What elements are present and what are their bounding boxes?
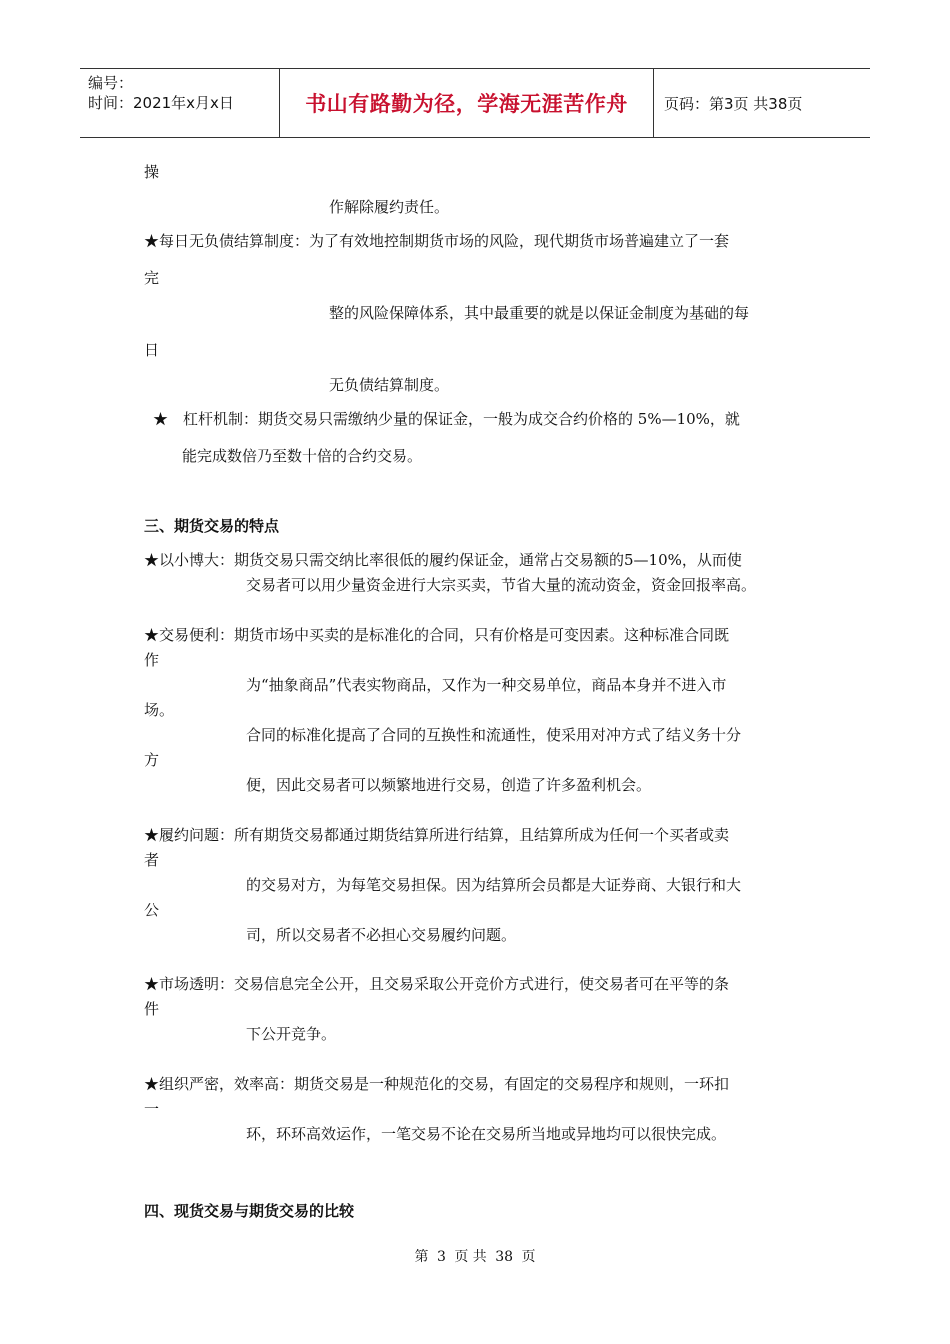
text-line: 日: [144, 341, 160, 359]
page-header: [80, 68, 870, 138]
text-line: 便，因此交易者可以频繁地进行交易，创造了许多盈利机会。: [246, 776, 652, 794]
text-line: 完: [144, 269, 160, 287]
text-line: 作: [144, 651, 160, 669]
code-label: 编号：: [88, 74, 134, 92]
text-line: 司，所以交易者不必担心交易履约问题。: [246, 926, 517, 944]
text-line: 方: [144, 751, 160, 769]
footer-prefix: 第: [414, 1249, 429, 1265]
text-line: 能完成数倍乃至数十倍的合约交易。: [182, 447, 423, 465]
text-line: 件: [144, 1000, 160, 1018]
text-line: 场。: [144, 701, 175, 719]
header-meta: [80, 69, 280, 137]
text-line: ★交易便利：期货市场中买卖的是标准化的合同，只有价格是可变因素。这种标准合同既: [144, 626, 730, 644]
text-line: ★履约问题：所有期货交易都通过期货结算所进行结算，且结算所成为任何一个买者或卖: [144, 826, 730, 844]
text-line: 公: [144, 901, 160, 919]
text-line: ★每日无负债结算制度：为了有效地控制期货市场的风险，现代期货市场普遍建立了一套: [144, 232, 730, 250]
footer-page-number: 3: [436, 1249, 446, 1265]
text-line: ★以小博大：期货交易只需交纳比率很低的履约保证金，通常占交易额的5—10%，从而使: [144, 551, 742, 569]
text-line: 为“抽象商品”代表实物商品，又作为一种交易单位，商品本身并不进入市: [246, 676, 727, 694]
text-line: 环，环环高效运作，一笔交易不论在交易所当地或异地均可以很快完成。: [246, 1125, 727, 1143]
section-heading: 三、期货交易的特点: [144, 517, 280, 535]
text-line: 无负债结算制度。: [329, 376, 450, 394]
text-line: 合同的标准化提高了合同的互换性和流通性，使采用对冲方式了结义务十分: [246, 726, 742, 744]
footer-total-pages: 38: [495, 1249, 514, 1265]
text-line: 下公开竞争。: [246, 1025, 337, 1043]
motto: 书山有路勤为径，学海无涯苦作舟: [280, 69, 654, 137]
date-label: 时间：2021年x月x日: [88, 94, 234, 112]
text-line: 的交易对方，为每笔交易担保。因为结算所会员都是大证券商、大银行和大: [246, 876, 742, 894]
text-line: ★市场透明：交易信息完全公开，且交易采取公开竞价方式进行，使交易者可在平等的条: [144, 975, 730, 993]
section-heading: 四、现货交易与期货交易的比较: [144, 1202, 355, 1220]
text-line: 一: [144, 1100, 160, 1118]
header-page-info: 页码：第3页 共38页: [664, 94, 803, 113]
text-line: 操: [144, 163, 160, 181]
page-footer: [0, 1246, 950, 1266]
text-line: ★ 杠杆机制：期货交易只需缴纳少量的保证金，一般为成交合约价格的 5%—10%，就: [153, 410, 740, 428]
footer-mid: 页 共: [454, 1249, 487, 1265]
footer-suffix: 页: [521, 1249, 536, 1265]
text-line: 作解除履约责任。: [329, 198, 450, 216]
text-line: 交易者可以用少量资金进行大宗买卖，节省大量的流动资金，资金回报率高。: [246, 576, 757, 594]
text-line: 整的风险保障体系，其中最重要的就是以保证金制度为基础的每: [329, 304, 750, 322]
text-line: 者: [144, 851, 160, 869]
text-line: ★组织严密，效率高：期货交易是一种规范化的交易，有固定的交易程序和规则，一环扣: [144, 1075, 730, 1093]
